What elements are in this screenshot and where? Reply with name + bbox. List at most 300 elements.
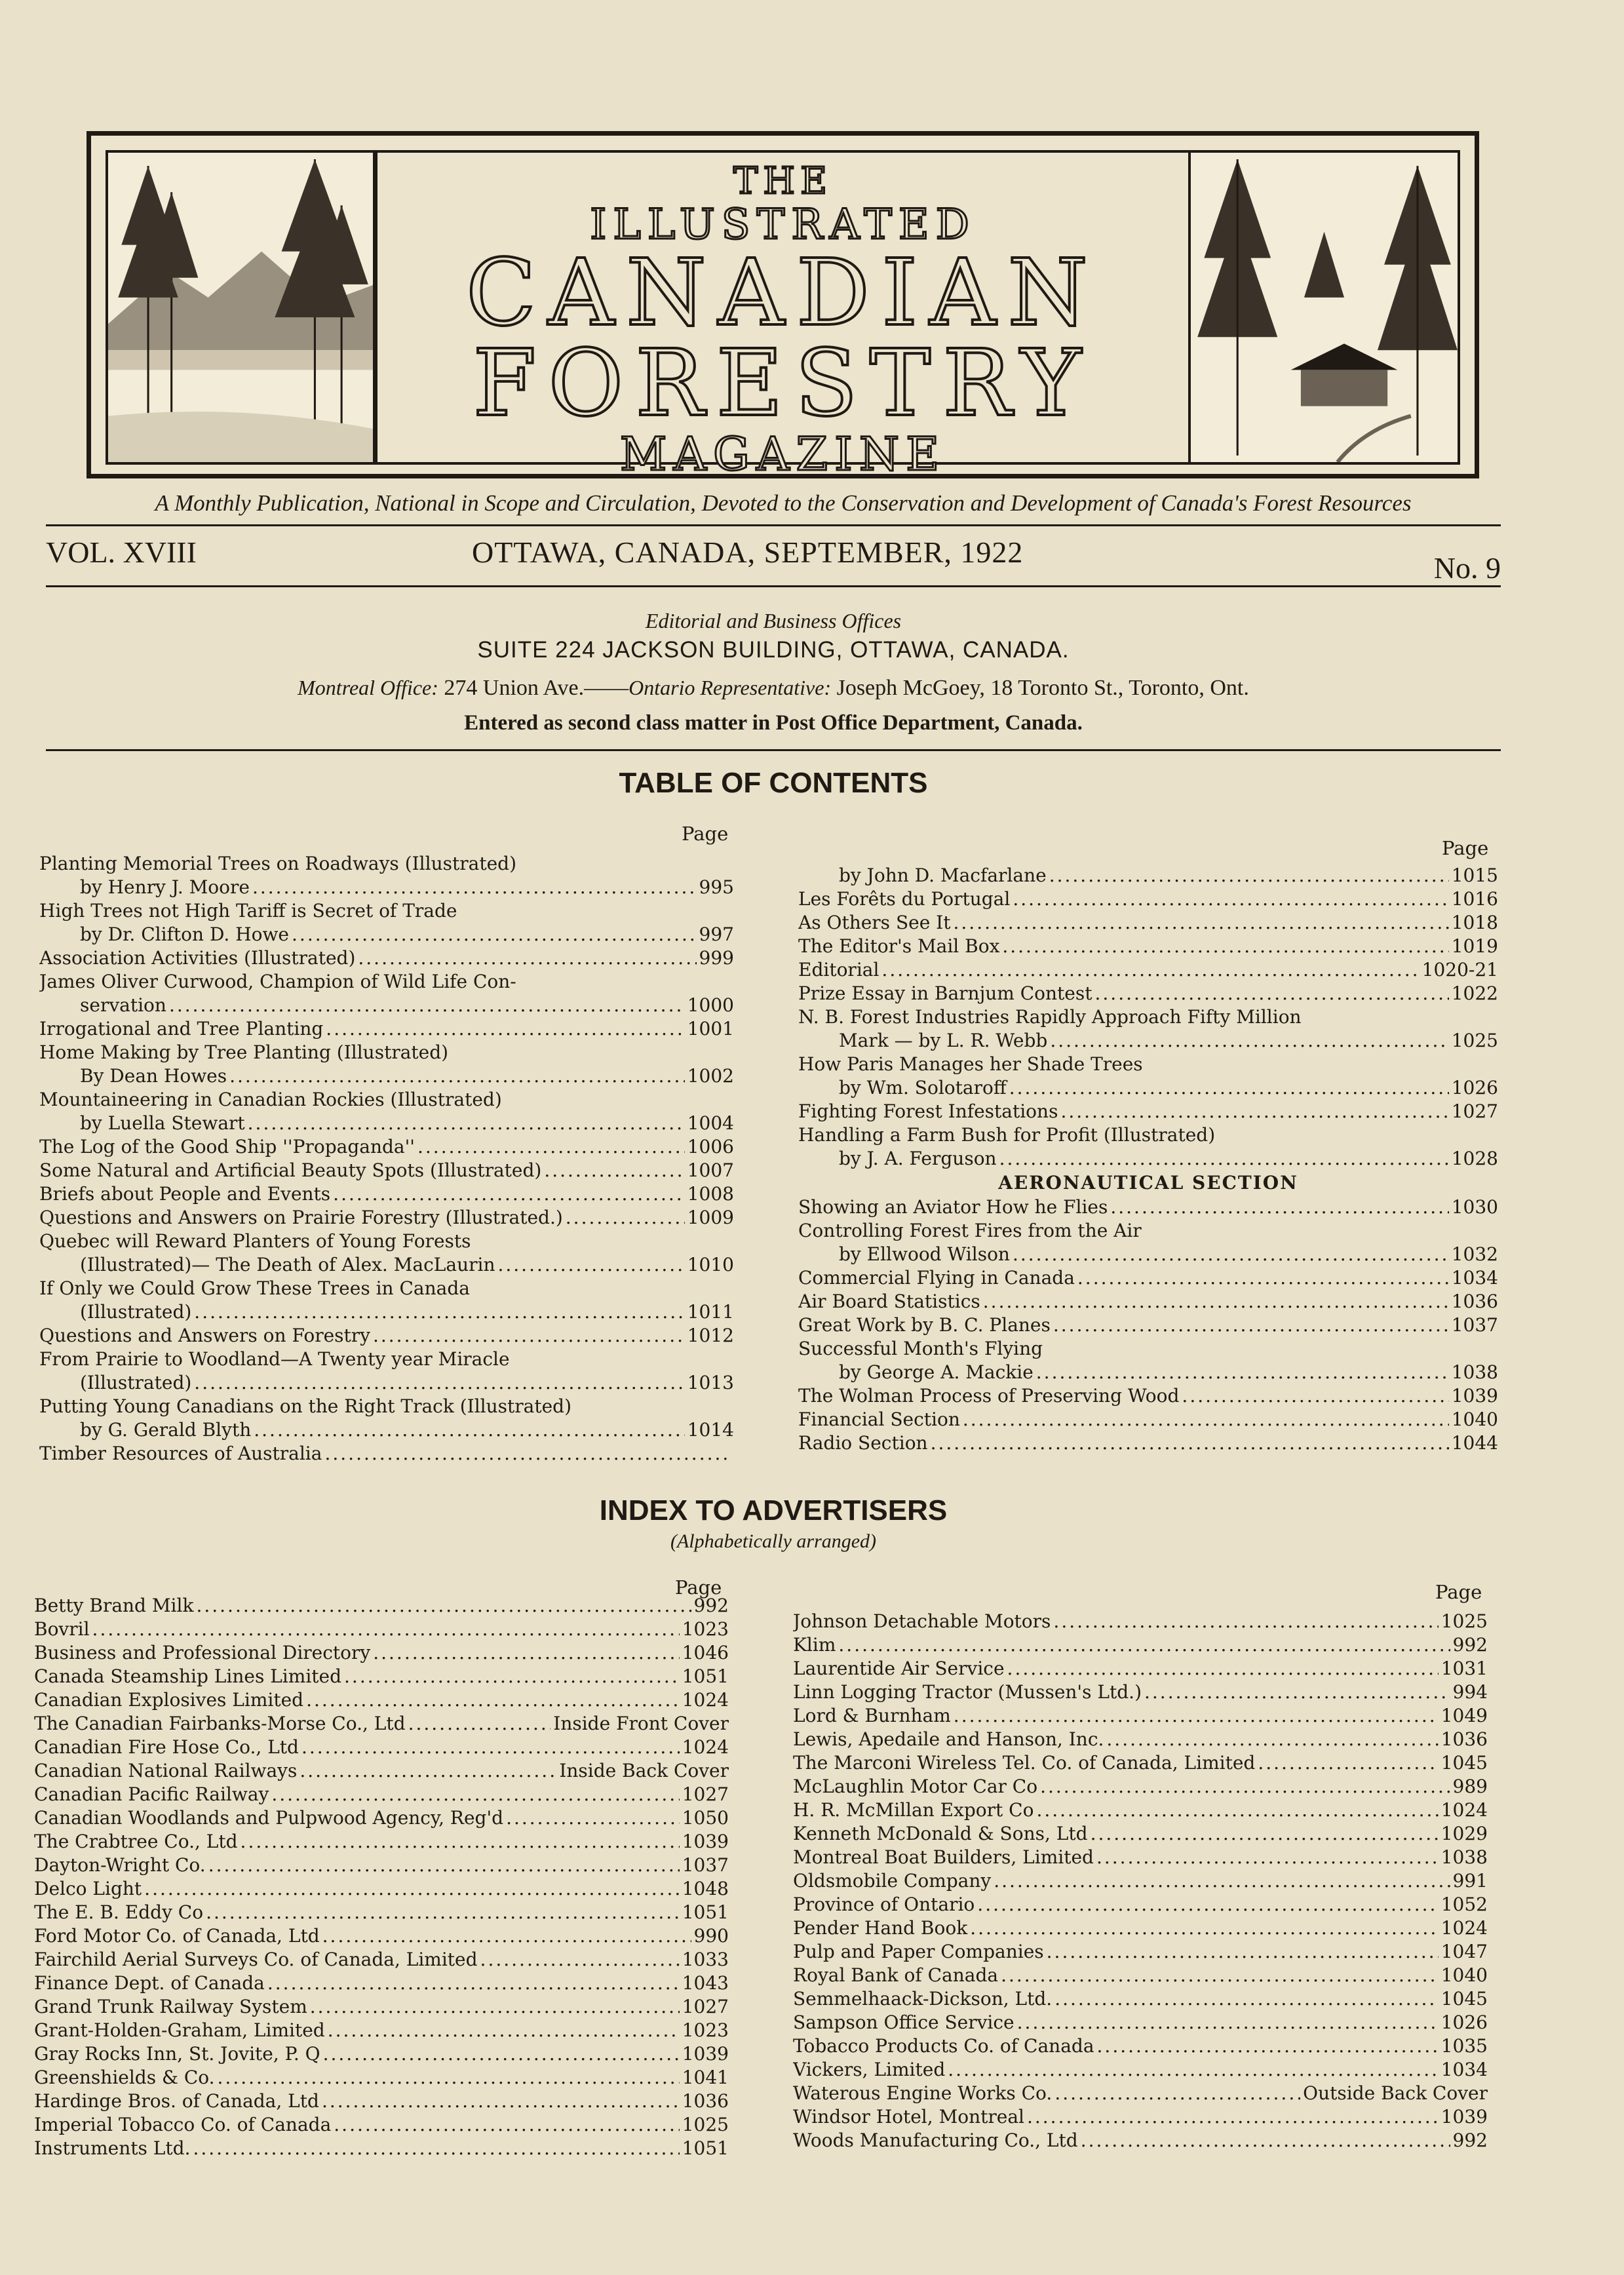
- leader-dots: [254, 1418, 684, 1442]
- advertiser-name: Bovril: [34, 1618, 90, 1640]
- toc-entry-title: Briefs about People and Events: [39, 1183, 331, 1205]
- toc-entry-line: [39, 1135, 734, 1159]
- leader-dots: [1060, 1100, 1448, 1123]
- advertiser-row: [34, 1948, 729, 1972]
- toc-entry-line: [39, 1206, 734, 1230]
- toc-entry: [39, 1324, 734, 1348]
- toc-entry-title: Home Making by Tree Planting (Illustrated): [39, 1041, 449, 1063]
- toc-entry: [39, 1135, 734, 1159]
- advertiser-page: 1051: [682, 2137, 729, 2159]
- leader-dots: [271, 1783, 679, 1806]
- leader-dots: [1017, 2011, 1439, 2034]
- advertiser-row: [34, 1972, 729, 1995]
- toc-entry-line: [798, 982, 1498, 1005]
- toc-page-number: 1000: [687, 994, 734, 1016]
- advertiser-name: Betty Brand Milk: [34, 1595, 194, 1616]
- leader-dots: [1013, 887, 1448, 911]
- advertiser-name: Canadian Explosives Limited: [34, 1689, 304, 1711]
- advertiser-row: [793, 1775, 1488, 1799]
- toc-right-column: [798, 864, 1498, 1455]
- toc-entry-title: James Oliver Curwood, Champion of Wild Life Con-: [39, 971, 516, 992]
- advertiser-row: [793, 1610, 1488, 1633]
- advertiser-page: 1039: [682, 2043, 729, 2065]
- toc-page-number: 1008: [687, 1183, 734, 1205]
- advertiser-page: Inside Front Cover: [553, 1713, 729, 1734]
- toc-entry-title: Radio Section: [798, 1432, 928, 1454]
- advertiser-name: Ford Motor Co. of Canada, Ltd: [34, 1925, 320, 1947]
- toc-entry-line: [39, 1348, 734, 1371]
- advertiser-name: Canadian Pacific Railway: [34, 1783, 269, 1805]
- toc-entry-title: by Dr. Clifton D. Howe: [80, 924, 290, 945]
- toc-entry: [798, 1266, 1498, 1290]
- leader-dots: [194, 1371, 684, 1395]
- advertiser-name: Pulp and Paper Companies: [793, 1941, 1044, 1962]
- toc-page-number: 1020-21: [1421, 959, 1498, 981]
- leader-dots: [169, 994, 685, 1017]
- leader-dots: [292, 923, 697, 946]
- toc-entry-line: [39, 1041, 734, 1064]
- advertiser-name: Business and Professional Directory: [34, 1642, 371, 1663]
- leader-dots: [241, 1830, 680, 1854]
- toc-entry-line: [798, 864, 1498, 887]
- advertiser-page: 1039: [1440, 2106, 1488, 2128]
- toc-entry-line: [798, 958, 1498, 982]
- toc-entry: [39, 1088, 734, 1135]
- toc-page-number: 1009: [687, 1207, 734, 1228]
- toc-right-page-header: Page: [1442, 837, 1489, 859]
- toc-entry-title: Timber Resources of Australia: [39, 1443, 322, 1464]
- advertiser-name: Instruments Ltd.: [34, 2137, 191, 2159]
- toc-entry-line: [798, 1219, 1498, 1243]
- advertiser-page: 1034: [1440, 2059, 1488, 2080]
- advertiser-page: 1024: [682, 1736, 729, 1758]
- ontario-label: Ontario Representative:: [628, 676, 832, 699]
- advertiser-row: [34, 1736, 729, 1759]
- toc-entry-title: How Paris Manages her Shade Trees: [798, 1053, 1143, 1075]
- forest-lake-illustration: [106, 150, 377, 465]
- toc-entry: [39, 852, 734, 899]
- advertiser-page: 1024: [1440, 1917, 1488, 1939]
- advertiser-name: Greenshields & Co.: [34, 2067, 215, 2088]
- advertiser-name: Canada Steamship Lines Limited: [34, 1665, 342, 1687]
- divider-rule: [46, 749, 1501, 751]
- masthead-magazine: MAGAZINE: [619, 427, 946, 481]
- toc-entry: [39, 970, 734, 1017]
- toc-entry-line: [39, 994, 734, 1017]
- leader-dots: [1110, 1196, 1448, 1219]
- advertiser-page: 1033: [682, 1949, 729, 1970]
- leader-dots: [333, 1182, 685, 1206]
- advertiser-name: Royal Bank of Canada: [793, 1964, 999, 1986]
- toc-entry-title: Les Forêts du Portugal: [798, 888, 1011, 910]
- leader-dots: [977, 1893, 1438, 1916]
- leader-dots: [1007, 1657, 1439, 1681]
- toc-entry-line: [798, 1005, 1498, 1029]
- leader-dots: [144, 1877, 680, 1901]
- advertiser-row: [793, 2082, 1488, 2105]
- toc-entry-title: As Others See It: [798, 912, 951, 933]
- advertiser-page: 1024: [682, 1689, 729, 1711]
- toc-page-number: 1011: [687, 1301, 734, 1323]
- leader-dots: [970, 1916, 1439, 1940]
- ads-left-page-header: Page: [675, 1576, 722, 1599]
- toc-entry-line: [39, 1017, 734, 1041]
- toc-page-number: 1022: [1451, 982, 1498, 1004]
- advertiser-page: Outside Back Cover: [1303, 2082, 1488, 2104]
- advertiser-page: 989: [1452, 1776, 1488, 1797]
- advertiser-row: [34, 1877, 729, 1901]
- toc-entry: [798, 1408, 1498, 1431]
- toc-entry-title: From Prairie to Woodland—A Twenty year Miracle: [39, 1348, 510, 1370]
- toc-page-number: 1006: [687, 1136, 734, 1157]
- advertiser-name: Pender Hand Book: [793, 1917, 968, 1939]
- toc-entry-line: [798, 1408, 1498, 1431]
- masthead: [87, 131, 1479, 481]
- advertiser-page: 1043: [682, 1972, 729, 1994]
- toc-entry-line: [39, 1182, 734, 1206]
- advertiser-row: [793, 2058, 1488, 2082]
- toc-page-number: 1018: [1451, 912, 1498, 933]
- advertiser-row: [793, 1869, 1488, 1893]
- toc-entry-line: [798, 887, 1498, 911]
- advertiser-row: [34, 1665, 729, 1688]
- advertiser-name: Canadian National Railways: [34, 1760, 298, 1781]
- ontario-representative: Joseph McGoey, 18 Toronto St., Toronto, Ont.: [836, 676, 1249, 700]
- advertiser-page: 1027: [682, 1783, 729, 1805]
- toc-entry-line: [798, 1384, 1498, 1408]
- toc-entry-line: [798, 1196, 1498, 1219]
- advertiser-row: [793, 2011, 1488, 2034]
- toc-entry-title: Quebec will Reward Planters of Young Forests: [39, 1230, 471, 1252]
- advertiser-row: [34, 1641, 729, 1665]
- offices-block: [46, 606, 1501, 739]
- toc-entry: [798, 958, 1498, 982]
- advertiser-name: Grand Trunk Railway System: [34, 1996, 307, 2017]
- leader-dots: [480, 1948, 680, 1972]
- toc-entry-line: [798, 1266, 1498, 1290]
- advertiser-page: 1023: [682, 1618, 729, 1640]
- toc-entry-line: [39, 1064, 734, 1088]
- advertiser-row: [34, 2113, 729, 2137]
- leader-dots: [334, 2113, 679, 2137]
- toc-entry: [39, 1159, 734, 1182]
- toc-page-number: 1015: [1451, 865, 1498, 886]
- toc-entry-title: by John D. Macfarlane: [839, 865, 1047, 886]
- toc-entry: [798, 935, 1498, 958]
- toc-entry: [798, 864, 1498, 887]
- leader-dots: [206, 1901, 680, 1924]
- entered-notice: Entered as second class matter in Post Office Department, Canada.: [464, 711, 1083, 735]
- toc-entry: [798, 887, 1498, 911]
- advertiser-name: Fairchild Aerial Surveys Co. of Canada, Limited: [34, 1949, 478, 1970]
- toc-page-number: 1044: [1451, 1432, 1498, 1454]
- advertiser-row: [793, 1799, 1488, 1822]
- advertiser-row: [793, 2129, 1488, 2152]
- toc-entry: [798, 1053, 1498, 1100]
- advertiser-row: [34, 2137, 729, 2160]
- toc-page-number: 1032: [1451, 1243, 1498, 1265]
- toc-entry-line: [39, 1324, 734, 1348]
- advertiser-page: 1029: [1440, 1823, 1488, 1844]
- leader-dots: [1027, 2105, 1439, 2129]
- advertiser-name: Canadian Fire Hose Co., Ltd: [34, 1736, 299, 1758]
- advertiser-row: [34, 1688, 729, 1712]
- advertiser-row: [793, 1987, 1488, 2011]
- leader-dots: [954, 1704, 1439, 1728]
- toc-entry: [39, 1395, 734, 1442]
- leader-dots: [408, 1712, 551, 1736]
- advertiser-name: Finance Dept. of Canada: [34, 1972, 265, 1994]
- advertiser-name: Grant-Holden-Graham, Limited: [34, 2019, 325, 2041]
- toc-entry-title: Editorial: [798, 959, 880, 981]
- leader-dots: [1054, 1987, 1439, 2011]
- advertiser-name: H. R. McMillan Export Co: [793, 1799, 1034, 1821]
- toc-page-number: 1027: [1451, 1100, 1498, 1122]
- leader-dots: [1077, 1266, 1449, 1290]
- toc-entry: [798, 1431, 1498, 1455]
- advertiser-page: 994: [1452, 1681, 1488, 1703]
- toc-entry-line: [798, 911, 1498, 935]
- toc-entry-line: [39, 899, 734, 923]
- advertiser-name: Lord & Burnham: [793, 1705, 951, 1726]
- advertiser-page: 1045: [1440, 1752, 1488, 1774]
- issue-line: [46, 535, 1501, 585]
- toc-entry-title: Showing an Aviator How he Flies: [798, 1196, 1108, 1218]
- masthead-illustrated: ILLUSTRATED: [590, 201, 976, 249]
- advertiser-row: [34, 1901, 729, 1924]
- toc-page-number: 1016: [1451, 888, 1498, 910]
- advertiser-name: Laurentide Air Service: [793, 1658, 1005, 1679]
- toc-entry-line: [39, 1442, 734, 1466]
- toc-entry-line: [798, 1100, 1498, 1123]
- toc-entry-line: [39, 923, 734, 946]
- advertiser-name: Woods Manufacturing Co., Ltd: [793, 2129, 1078, 2151]
- advertiser-name: Klim: [793, 1634, 836, 1656]
- toc-entry-line: [39, 1395, 734, 1418]
- advertiser-name: Gray Rocks Inn, St. Jovite, P. Q: [34, 2043, 320, 2065]
- leader-dots: [322, 1924, 691, 1948]
- leader-dots: [300, 1759, 556, 1783]
- toc-entry-line: [39, 1253, 734, 1277]
- toc-entry: [39, 1230, 734, 1277]
- advertiser-row: [793, 1704, 1488, 1728]
- advertiser-page: 1039: [682, 1831, 729, 1852]
- leader-dots: [248, 1112, 685, 1135]
- toc-entry-title: by Luella Stewart: [80, 1112, 245, 1134]
- advertiser-name: Windsor Hotel, Montreal: [793, 2106, 1024, 2128]
- leader-dots: [1050, 1029, 1448, 1053]
- toc-entry-title: Putting Young Canadians on the Right Track (Illustrated): [39, 1395, 571, 1417]
- toc-entry-title: Prize Essay in Barnjum Contest: [798, 982, 1092, 1004]
- masthead-forestry: FORESTRY: [473, 330, 1093, 437]
- advertiser-page: 992: [693, 1595, 729, 1616]
- toc-entry: [39, 1017, 734, 1041]
- toc-entry-title: by Henry J. Moore: [80, 876, 250, 898]
- toc-entry-title: Great Work by B. C. Planes: [798, 1314, 1051, 1336]
- toc-left-page-header: Page: [682, 823, 729, 845]
- masthead-the: THE: [733, 160, 833, 203]
- advertiser-row: [793, 1846, 1488, 1869]
- offices-suite: SUITE 224 JACKSON BUILDING, OTTAWA, CANADA.: [477, 637, 1070, 663]
- leader-dots: [328, 2019, 680, 2042]
- toc-page-number: 1028: [1451, 1148, 1498, 1169]
- leader-dots: [358, 946, 696, 970]
- toc-entry-line: [798, 1337, 1498, 1361]
- toc-entry: [798, 911, 1498, 935]
- leader-dots: [208, 1854, 680, 1877]
- leader-dots: [1001, 1964, 1439, 1987]
- leader-dots: [1095, 982, 1449, 1005]
- advertiser-row: [34, 1594, 729, 1618]
- toc-entry-title: by Ellwood Wilson: [839, 1243, 1010, 1265]
- advertiser-row: [34, 1618, 729, 1641]
- advertiser-name: The Marconi Wireless Tel. Co. of Canada, Limited: [793, 1752, 1256, 1774]
- leader-dots: [963, 1408, 1449, 1431]
- toc-entry-line: [798, 1076, 1498, 1100]
- advertiser-name: Imperial Tobacco Co. of Canada: [34, 2114, 332, 2135]
- advertiser-row: [34, 2019, 729, 2042]
- offices-representatives: Montreal Office: 274 Union Ave.——Ontario Representative: Joseph McGoey, 18 Toronto St., Toronto, Ont.: [298, 676, 1249, 700]
- toc-entry-line: [39, 1371, 734, 1395]
- toc-entry: [798, 1196, 1498, 1219]
- leader-dots: [1049, 864, 1449, 887]
- masthead-canadian: CANADIAN: [466, 240, 1100, 347]
- toc-subhead: AERONAUTICAL SECTION: [998, 1172, 1298, 1194]
- advertiser-row: [793, 1940, 1488, 1964]
- advertiser-row: [793, 2034, 1488, 2058]
- leader-dots: [1091, 1822, 1439, 1846]
- leader-dots: [417, 1135, 685, 1159]
- leader-dots: [323, 2042, 680, 2066]
- toc-entry: [798, 1337, 1498, 1384]
- advertiser-name: Linn Logging Tractor (Mussen's Ltd.): [793, 1681, 1142, 1703]
- toc-page-number: 1010: [687, 1254, 734, 1275]
- leader-dots: [881, 958, 1419, 982]
- advertiser-row: [793, 1633, 1488, 1657]
- advertiser-row: [793, 1657, 1488, 1681]
- leader-dots: [1047, 1940, 1439, 1964]
- toc-entry-title: by G. Gerald Blyth: [80, 1419, 252, 1441]
- toc-page-number: 1007: [687, 1159, 734, 1181]
- leader-dots: [948, 2058, 1438, 2082]
- leader-dots: [229, 1064, 685, 1088]
- toc-entry-title: If Only we Could Grow These Trees in Canada: [39, 1277, 470, 1299]
- toc-entry: [39, 1442, 734, 1466]
- toc-page-number: 1019: [1451, 935, 1498, 957]
- toc-entry-title: By Dean Howes: [80, 1065, 227, 1087]
- divider-rule: [46, 585, 1501, 587]
- advertiser-name: Montreal Boat Builders, Limited: [793, 1846, 1094, 1868]
- issue-number: No. 9: [1433, 551, 1501, 585]
- advertiser-page: 1045: [1440, 1988, 1488, 2010]
- advertiser-page: 1026: [1440, 2012, 1488, 2033]
- advertiser-name: Sampson Office Service: [793, 2012, 1015, 2033]
- advertiser-row: [34, 1806, 729, 1830]
- leader-dots: [193, 2137, 679, 2160]
- toc-entry-title: N. B. Forest Industries Rapidly Approach Fifty Million: [798, 1006, 1302, 1028]
- advertiser-page: 1024: [1440, 1799, 1488, 1821]
- advertiser-name: Waterous Engine Works Co.: [793, 2082, 1053, 2104]
- advertiser-name: The Canadian Fairbanks-Morse Co., Ltd: [34, 1713, 406, 1734]
- advertiser-row: [34, 2042, 729, 2066]
- leader-dots: [506, 1806, 680, 1830]
- advertiser-name: Johnson Detachable Motors: [793, 1610, 1051, 1632]
- advertiser-page: 1046: [682, 1642, 729, 1663]
- advertiser-page: 1050: [682, 1807, 729, 1829]
- advertiser-page: 1031: [1440, 1658, 1488, 1679]
- toc-entry-title: Mark — by L. R. Webb: [839, 1030, 1048, 1051]
- toc-entry-line: [39, 1112, 734, 1135]
- leader-dots: [1053, 1313, 1449, 1337]
- advertiser-name: Dayton-Wright Co.: [34, 1854, 206, 1876]
- advertiser-page: 992: [1452, 2129, 1488, 2151]
- toc-entry-title: High Trees not High Tariff is Secret of Trade: [39, 900, 457, 922]
- toc-entry-title: Successful Month's Flying: [798, 1338, 1043, 1359]
- leader-dots: [218, 2066, 680, 2090]
- advertiser-name: Lewis, Apedaile and Hanson, Inc.: [793, 1728, 1104, 1750]
- leader-dots: [301, 1736, 680, 1759]
- toc-entry: [39, 946, 734, 970]
- ads-left-column: [34, 1594, 729, 2160]
- advertiser-page: 1027: [682, 1996, 729, 2017]
- toc-left-column: [39, 852, 734, 1466]
- advertiser-row: [793, 2105, 1488, 2129]
- toc-entry: [798, 1313, 1498, 1337]
- toc-entry-line: [798, 1361, 1498, 1384]
- advertiser-row: [34, 1783, 729, 1806]
- advertiser-name: Canadian Woodlands and Pulpwood Agency, Reg'd: [34, 1807, 504, 1829]
- leader-dots: [1258, 1751, 1438, 1775]
- advertiser-page: 1049: [1440, 1705, 1488, 1726]
- toc-page-number: 1039: [1451, 1385, 1498, 1407]
- advertiser-name: Semmelhaack-Dickson, Ltd.: [793, 1988, 1053, 2010]
- toc-entry-line: [798, 1313, 1498, 1337]
- advertiser-page: 1051: [682, 1901, 729, 1923]
- leader-dots: [1097, 2034, 1439, 2058]
- leader-dots: [1009, 1076, 1449, 1100]
- toc-entry-line: [798, 1431, 1498, 1455]
- leader-dots: [252, 876, 697, 899]
- toc-entry-line: [798, 1029, 1498, 1053]
- toc-entry: [798, 1290, 1498, 1313]
- toc-entry-title: Mountaineering in Canadian Rockies (Illustrated): [39, 1089, 502, 1110]
- ads-right-page-header: Page: [1435, 1581, 1482, 1603]
- leader-dots: [1054, 2082, 1300, 2105]
- leader-dots: [1096, 1846, 1439, 1869]
- toc-entry: [39, 1277, 734, 1324]
- leader-dots: [838, 1633, 1450, 1657]
- volume-number: VOL. XVIII: [46, 535, 197, 569]
- advertiser-page: 1051: [682, 1665, 729, 1687]
- toc-entry-title: Some Natural and Artificial Beauty Spots (Illustrated): [39, 1159, 542, 1181]
- advertiser-row: [34, 1712, 729, 1736]
- leader-dots: [983, 1290, 1449, 1313]
- toc-entry-title: Financial Section: [798, 1409, 960, 1430]
- toc-entry-line: [39, 946, 734, 970]
- toc-entry: [798, 1384, 1498, 1408]
- advertiser-name: The E. B. Eddy Co: [34, 1901, 204, 1923]
- leader-dots: [994, 1869, 1450, 1893]
- leader-dots: [326, 1017, 684, 1041]
- advertiser-page: 992: [1452, 1634, 1488, 1656]
- advertiser-name: Delco Light: [34, 1878, 142, 1899]
- toc-entry-line: [39, 1159, 734, 1182]
- advertiser-page: 1025: [1440, 1610, 1488, 1632]
- leader-dots: [1081, 2129, 1450, 2152]
- toc-entry-title: The Wolman Process of Preserving Wood: [798, 1385, 1180, 1407]
- leader-dots: [544, 1159, 684, 1182]
- toc-entry-title: (Illustrated): [80, 1301, 192, 1323]
